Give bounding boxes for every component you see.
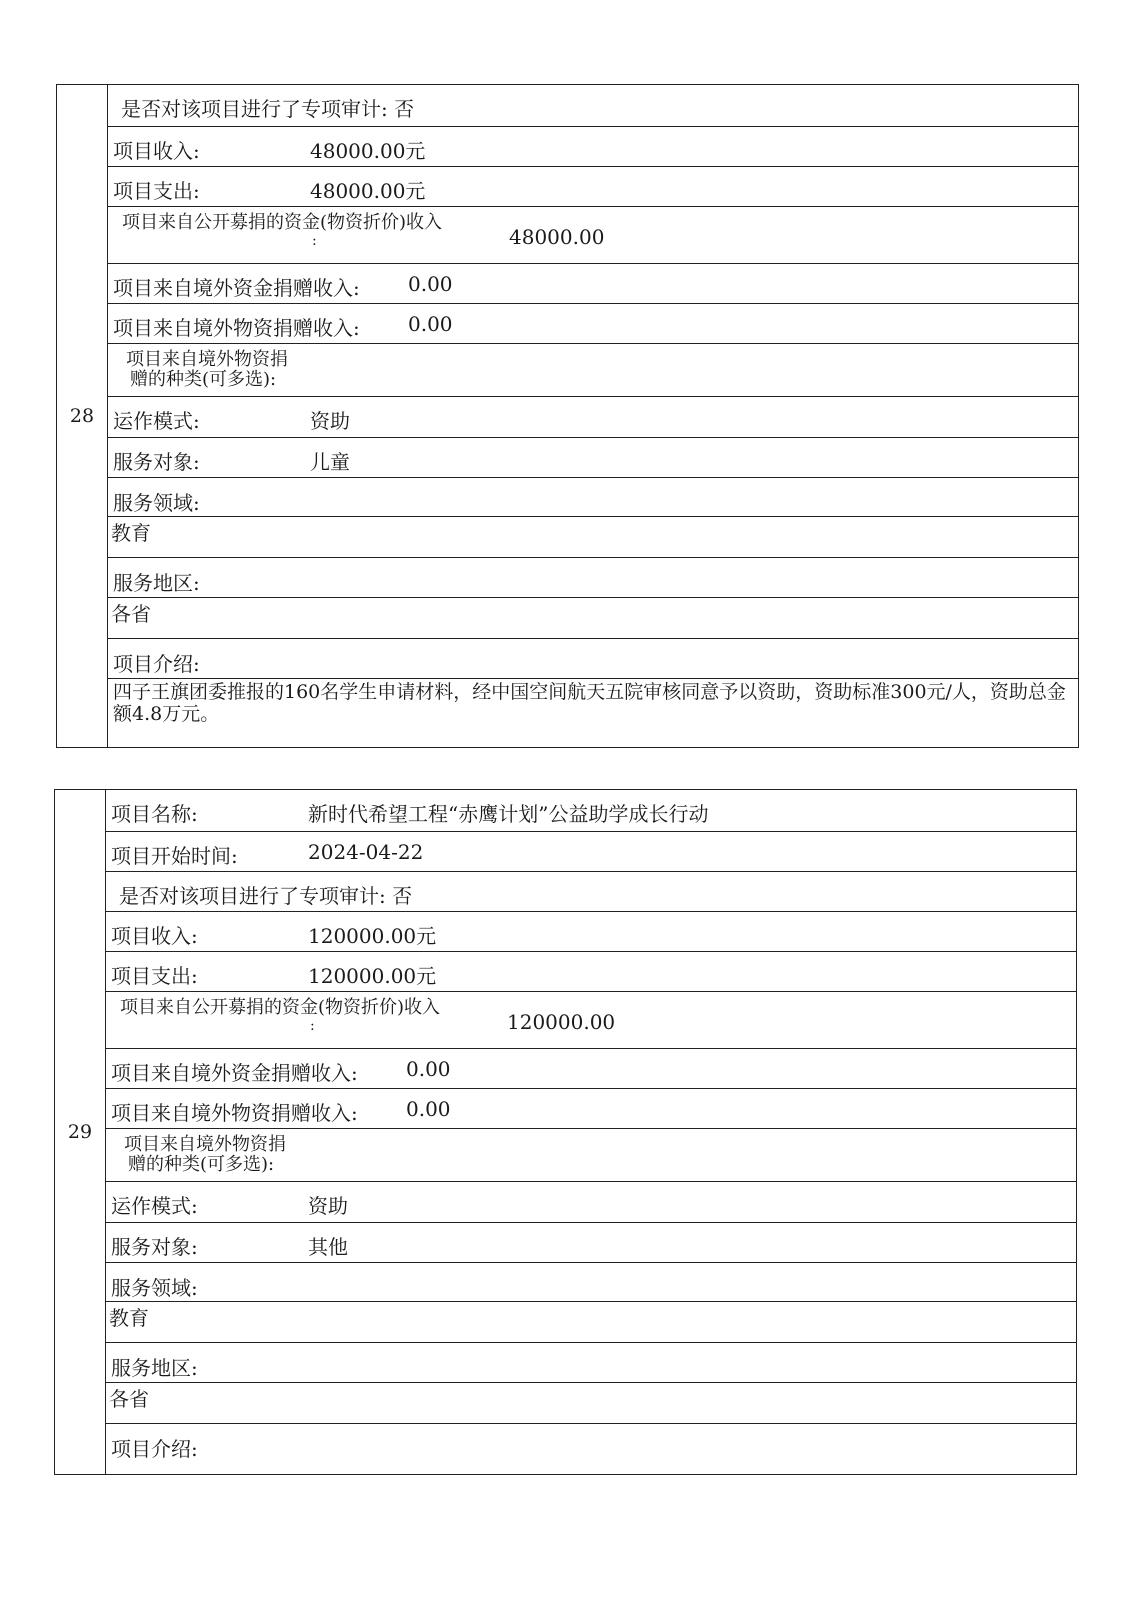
expense-label: 项目支出: xyxy=(111,964,198,988)
start-row xyxy=(106,831,1076,871)
foreign-goods-label: 项目来自境外物资捐赠收入: xyxy=(111,1101,358,1125)
field-value-row xyxy=(108,516,1078,557)
foreign-goods-row xyxy=(108,303,1078,343)
public-fund-value: 48000.00 xyxy=(509,225,605,249)
foreign-goods-value: 0.00 xyxy=(408,312,453,336)
field-label-row xyxy=(108,477,1078,516)
name-value: 新时代希望工程“赤鹰计划”公益助学成长行动 xyxy=(308,802,709,826)
region-value: 各省 xyxy=(111,602,151,626)
name-label: 项目名称: xyxy=(111,802,198,826)
income-row xyxy=(106,911,1076,951)
name-row xyxy=(106,790,1076,831)
foreign-fund-value: 0.00 xyxy=(406,1057,451,1081)
audit-row xyxy=(108,85,1078,126)
goods-type-row xyxy=(108,343,1078,396)
goods-type-label: 项目来自境外物资捐 赠的种类(可多选): xyxy=(126,349,288,390)
intro-text-row xyxy=(108,678,1078,747)
audit-text: 是否对该项目进行了专项审计: 否 xyxy=(121,97,415,121)
region-label-row xyxy=(106,1342,1076,1382)
region-label: 服务地区: xyxy=(113,571,200,595)
expense-row xyxy=(108,166,1078,206)
project-number: 29 xyxy=(55,790,106,1474)
public-fund-row xyxy=(106,991,1076,1048)
project-29-rows xyxy=(106,790,1076,1474)
mode-row xyxy=(108,396,1078,437)
mode-value: 资助 xyxy=(308,1194,348,1218)
intro-label: 项目介绍: xyxy=(113,652,200,676)
field-value-row xyxy=(106,1301,1076,1342)
field-label: 服务领域: xyxy=(113,491,200,515)
project-28-table xyxy=(56,84,1079,748)
income-value: 120000.00元 xyxy=(308,924,437,948)
project-28-rows xyxy=(108,85,1078,747)
target-label: 服务对象: xyxy=(111,1235,198,1259)
field-label: 服务领域: xyxy=(111,1276,198,1300)
region-value-row xyxy=(108,597,1078,638)
expense-value: 48000.00元 xyxy=(310,179,426,203)
foreign-goods-label: 项目来自境外物资捐赠收入: xyxy=(113,316,360,340)
goods-type-row xyxy=(106,1128,1076,1181)
target-value: 其他 xyxy=(308,1235,348,1259)
income-row xyxy=(108,126,1078,166)
foreign-fund-value: 0.00 xyxy=(408,272,453,296)
foreign-fund-row xyxy=(106,1048,1076,1088)
expense-label: 项目支出: xyxy=(113,179,200,203)
income-label: 项目收入: xyxy=(111,924,198,948)
intro-label-row xyxy=(108,638,1078,678)
region-label: 服务地区: xyxy=(111,1356,198,1380)
foreign-goods-row xyxy=(106,1088,1076,1128)
public-fund-row xyxy=(108,206,1078,263)
intro-label-row xyxy=(106,1423,1076,1474)
foreign-goods-value: 0.00 xyxy=(406,1097,451,1121)
audit-text: 是否对该项目进行了专项审计: 否 xyxy=(119,884,413,908)
field-label-row xyxy=(106,1262,1076,1301)
public-fund-value: 120000.00 xyxy=(507,1010,616,1034)
income-value: 48000.00元 xyxy=(310,139,426,163)
project-29-table xyxy=(54,789,1077,1475)
project-number: 28 xyxy=(57,85,108,747)
foreign-fund-row xyxy=(108,263,1078,303)
start-value: 2024-04-22 xyxy=(308,840,424,864)
intro-text: 四子王旗团委推报的160名学生申请材料，经中国空间航天五院审核同意予以资助，资助标准300元/人，资助总金额4.8万元。 xyxy=(113,681,1066,725)
region-label-row xyxy=(108,557,1078,597)
mode-row xyxy=(106,1181,1076,1222)
region-value-row xyxy=(106,1382,1076,1423)
mode-label: 运作模式: xyxy=(113,409,200,433)
target-row xyxy=(106,1222,1076,1262)
goods-type-label: 项目来自境外物资捐 赠的种类(可多选): xyxy=(124,1134,286,1175)
mode-label: 运作模式: xyxy=(111,1194,198,1218)
mode-value: 资助 xyxy=(310,409,350,433)
expense-value: 120000.00元 xyxy=(308,964,437,988)
intro-label: 项目介绍: xyxy=(111,1437,198,1461)
target-row xyxy=(108,437,1078,477)
audit-row xyxy=(106,871,1076,911)
foreign-fund-label: 项目来自境外资金捐赠收入: xyxy=(113,276,360,300)
expense-row xyxy=(106,951,1076,991)
public-fund-label: 项目来自公开募捐的资金(物资折价)收入 : xyxy=(122,212,443,249)
income-label: 项目收入: xyxy=(113,139,200,163)
target-value: 儿童 xyxy=(310,450,350,474)
region-value: 各省 xyxy=(109,1387,149,1411)
target-label: 服务对象: xyxy=(113,450,200,474)
field-value: 教育 xyxy=(109,1306,149,1330)
public-fund-label: 项目来自公开募捐的资金(物资折价)收入 : xyxy=(120,997,441,1034)
foreign-fund-label: 项目来自境外资金捐赠收入: xyxy=(111,1061,358,1085)
field-value: 教育 xyxy=(111,521,151,545)
start-label: 项目开始时间: xyxy=(111,844,238,868)
